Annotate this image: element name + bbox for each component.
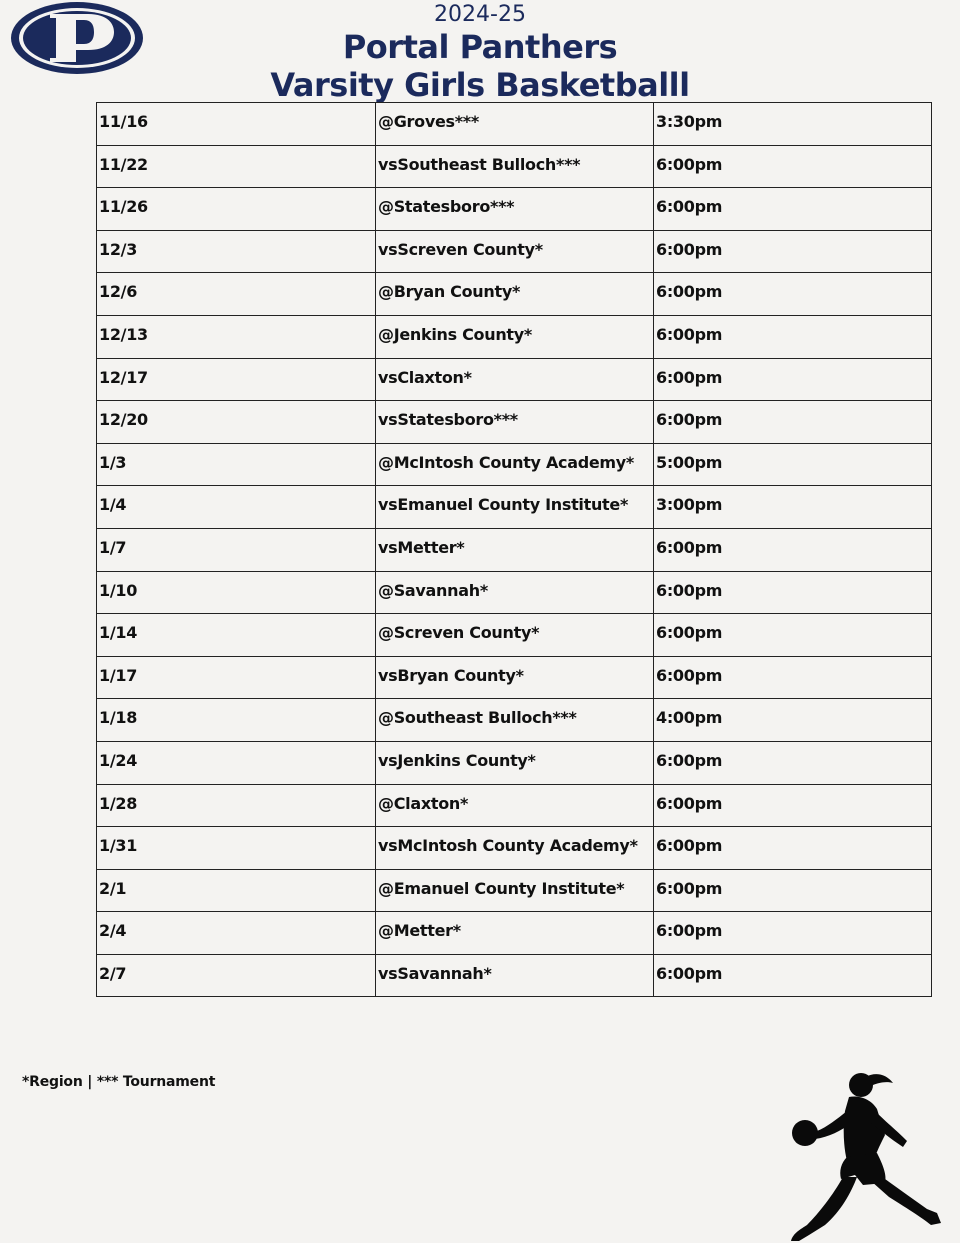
game-time-cell: 6:00pm [654, 784, 932, 827]
game-time-cell: 6:00pm [654, 954, 932, 997]
opponent-cell: @Southeast Bulloch*** [376, 699, 654, 742]
table-row [97, 145, 932, 188]
table-row [97, 230, 932, 273]
game-time-cell: 6:00pm [654, 571, 932, 614]
game-date-cell: 12/6 [97, 273, 376, 316]
opponent-cell: vsEmanuel County Institute* [376, 486, 654, 529]
schedule-table [96, 102, 932, 997]
opponent-cell: @Statesboro*** [376, 188, 654, 231]
opponent-cell: vsJenkins County* [376, 741, 654, 784]
opponent-cell: @Bryan County* [376, 273, 654, 316]
opponent-cell: @Metter* [376, 912, 654, 955]
game-time-cell: 6:00pm [654, 656, 932, 699]
table-row [97, 614, 932, 657]
game-date-cell: 1/4 [97, 486, 376, 529]
table-row [97, 486, 932, 529]
game-date-cell: 1/10 [97, 571, 376, 614]
basketball-player-silhouette-icon [785, 1065, 945, 1243]
opponent-cell: @McIntosh County Academy* [376, 443, 654, 486]
game-date-cell: 1/7 [97, 528, 376, 571]
game-time-cell: 6:00pm [654, 188, 932, 231]
game-time-cell: 3:30pm [654, 103, 932, 146]
game-date-cell: 1/3 [97, 443, 376, 486]
opponent-cell: @Emanuel County Institute* [376, 869, 654, 912]
game-time-cell: 6:00pm [654, 273, 932, 316]
game-date-cell: 12/13 [97, 315, 376, 358]
game-date-cell: 1/31 [97, 827, 376, 870]
opponent-cell: vsClaxton* [376, 358, 654, 401]
game-date-cell: 2/7 [97, 954, 376, 997]
table-row [97, 188, 932, 231]
program-title: Varsity Girls Basketballl [270, 66, 690, 104]
table-row [97, 954, 932, 997]
table-row [97, 273, 932, 316]
game-time-cell: 6:00pm [654, 528, 932, 571]
game-date-cell: 11/26 [97, 188, 376, 231]
game-time-cell: 6:00pm [654, 401, 932, 444]
game-time-cell: 4:00pm [654, 699, 932, 742]
table-row [97, 571, 932, 614]
table-row [97, 869, 932, 912]
opponent-cell: vsMetter* [376, 528, 654, 571]
table-row [97, 528, 932, 571]
game-time-cell: 6:00pm [654, 315, 932, 358]
game-date-cell: 12/3 [97, 230, 376, 273]
game-date-cell: 12/17 [97, 358, 376, 401]
game-time-cell: 6:00pm [654, 230, 932, 273]
table-row [97, 741, 932, 784]
page-header [230, 0, 730, 104]
game-date-cell: 1/28 [97, 784, 376, 827]
game-time-cell: 6:00pm [654, 869, 932, 912]
game-date-cell: 1/14 [97, 614, 376, 657]
table-row [97, 443, 932, 486]
opponent-cell: @Jenkins County* [376, 315, 654, 358]
game-time-cell: 6:00pm [654, 741, 932, 784]
table-row [97, 401, 932, 444]
table-row [97, 103, 932, 146]
game-date-cell: 2/4 [97, 912, 376, 955]
game-time-cell: 6:00pm [654, 827, 932, 870]
game-date-cell: 2/1 [97, 869, 376, 912]
opponent-cell: @Groves*** [376, 103, 654, 146]
game-time-cell: 3:00pm [654, 486, 932, 529]
table-row [97, 827, 932, 870]
game-time-cell: 5:00pm [654, 443, 932, 486]
opponent-cell: @Screven County* [376, 614, 654, 657]
panthers-p-logo [10, 0, 144, 76]
table-row [97, 358, 932, 401]
opponent-cell: vsBryan County* [376, 656, 654, 699]
opponent-cell: vsScreven County* [376, 230, 654, 273]
game-date-cell: 1/18 [97, 699, 376, 742]
game-time-cell: 6:00pm [654, 614, 932, 657]
table-row [97, 699, 932, 742]
season-label: 2024-25 [434, 2, 526, 27]
opponent-cell: vsSavannah* [376, 954, 654, 997]
game-date-cell: 1/17 [97, 656, 376, 699]
table-row [97, 656, 932, 699]
opponent-cell: @Claxton* [376, 784, 654, 827]
opponent-cell: vsStatesboro*** [376, 401, 654, 444]
table-row [97, 912, 932, 955]
table-row [97, 784, 932, 827]
team-title: Portal Panthers [342, 28, 618, 66]
game-time-cell: 6:00pm [654, 912, 932, 955]
game-date-cell: 1/24 [97, 741, 376, 784]
opponent-cell: @Savannah* [376, 571, 654, 614]
game-date-cell: 11/16 [97, 103, 376, 146]
opponent-cell: vsSoutheast Bulloch*** [376, 145, 654, 188]
game-date-cell: 12/20 [97, 401, 376, 444]
game-time-cell: 6:00pm [654, 358, 932, 401]
opponent-cell: vsMcIntosh County Academy* [376, 827, 654, 870]
table-row [97, 315, 932, 358]
game-date-cell: 11/22 [97, 145, 376, 188]
game-time-cell: 6:00pm [654, 145, 932, 188]
legend-note: *Region | *** Tournament [22, 1074, 216, 1090]
